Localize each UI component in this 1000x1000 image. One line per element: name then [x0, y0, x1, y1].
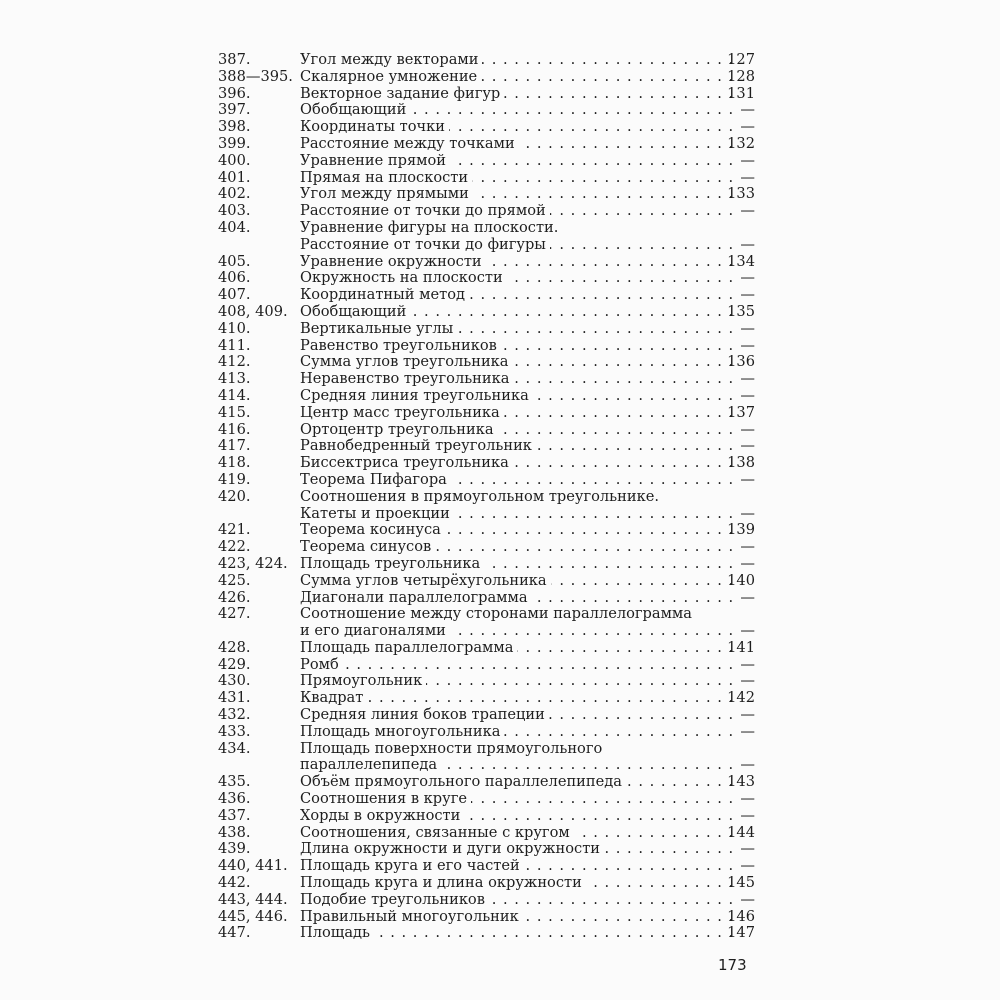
toc-entry-number: 400.	[218, 151, 251, 169]
toc-entry	[218, 338, 755, 355]
toc-entry	[218, 186, 755, 203]
toc-entry-title	[300, 153, 735, 170]
toc-entry-title	[300, 539, 735, 556]
toc-entry-title-text: Средняя линия боков трапеции	[300, 707, 549, 723]
toc-entry-title-text: Координатный метод	[300, 287, 469, 303]
toc-entry-page: 131	[727, 84, 755, 102]
toc-entry-title	[300, 438, 735, 455]
toc-entry-number: 408, 409.	[218, 302, 288, 320]
toc-entry	[218, 909, 755, 926]
toc-entry-title-text: Теорема синусов	[300, 539, 435, 555]
toc-entry-number: 429.	[218, 655, 251, 673]
toc-entry	[218, 237, 755, 254]
toc-entry-title-text: Площадь	[300, 925, 374, 941]
toc-entry	[218, 657, 755, 674]
toc-entry-page: —	[740, 722, 755, 740]
toc-entry-title	[300, 858, 735, 875]
toc-entry	[218, 321, 755, 338]
toc-entry	[218, 489, 755, 506]
toc-entry-title-text: Равенство треугольников	[300, 338, 501, 354]
toc-entry-title	[300, 640, 735, 657]
toc-entry-title-text: Катеты и проекции	[300, 506, 454, 522]
toc-entry-page: —	[740, 890, 755, 908]
toc-entry-number: 437.	[218, 806, 251, 824]
toc-entry-number: 433.	[218, 722, 251, 740]
toc-entry	[218, 925, 755, 942]
toc-entry-title	[300, 825, 735, 842]
toc-entry	[218, 808, 755, 825]
toc-entry	[218, 371, 755, 388]
toc-entry	[218, 506, 755, 523]
toc-entry-title	[300, 925, 735, 942]
toc-entry-page: —	[740, 370, 755, 388]
toc-entry-number: 416.	[218, 420, 251, 438]
toc-entry-number: 442.	[218, 874, 251, 892]
toc-entry-title	[300, 741, 735, 758]
toc-entry-page: —	[740, 622, 755, 640]
toc-entry-title-text: Вертикальные углы	[300, 321, 457, 337]
toc-entry-page: —	[740, 437, 755, 455]
toc-entry-title-text: Сумма углов четырёхугольника	[300, 573, 551, 589]
toc-entry-number: 422.	[218, 538, 251, 556]
toc-entry	[218, 455, 755, 472]
toc-entry-title	[300, 220, 735, 237]
toc-entry-number: 419.	[218, 470, 251, 488]
toc-entry-title-text: Хорды в окружности	[300, 808, 464, 824]
toc-entry	[218, 707, 755, 724]
toc-entry-page: 128	[727, 67, 755, 85]
toc-entry-number: 423, 424.	[218, 554, 288, 572]
toc-entry-title-text: Обобщающий	[300, 304, 410, 320]
toc-entry-title-text: параллелепипеда	[300, 757, 441, 773]
toc-entry-number: 420.	[218, 487, 251, 505]
toc-entry-number: 415.	[218, 403, 251, 421]
toc-entry-number: 411.	[218, 336, 251, 354]
toc-entry	[218, 438, 755, 455]
toc-entry-title-text: Обобщающий	[300, 102, 410, 118]
toc-entry-page: —	[740, 101, 755, 119]
toc-entry-title-text: Соотношения, связанные с кругом	[300, 825, 574, 841]
toc-entry-title-text: Неравенство треугольника	[300, 371, 513, 387]
toc-entry	[218, 573, 755, 590]
toc-entry-title-text: Объём прямоугольного параллелепипеда	[300, 774, 626, 790]
toc-entry-title	[300, 119, 735, 136]
toc-entry-title	[300, 892, 735, 909]
toc-entry-number: 445, 446.	[218, 907, 288, 925]
toc-entry	[218, 388, 755, 405]
toc-entry-page: —	[740, 857, 755, 875]
toc-entry	[218, 405, 755, 422]
toc-entry-title	[300, 757, 735, 774]
toc-entry-page: —	[740, 269, 755, 287]
toc-entry-title	[300, 170, 735, 187]
toc-entry	[218, 892, 755, 909]
toc-entry-title	[300, 254, 735, 271]
toc-entry-title	[300, 556, 735, 573]
toc-entry-number: 388—395.	[218, 67, 293, 85]
toc-entry	[218, 858, 755, 875]
toc-entry-title	[300, 808, 735, 825]
toc-entry-page: —	[740, 706, 755, 724]
page-number: 173	[718, 956, 747, 974]
toc-entry	[218, 472, 755, 489]
toc-entry-page: 142	[727, 689, 755, 707]
toc-entry-title-text: Площадь поверхности прямоугольного	[300, 741, 606, 757]
toc-entry-title	[300, 875, 735, 892]
toc-entry-page: —	[740, 655, 755, 673]
toc-entry-title	[300, 606, 735, 623]
toc-entry-number: 396.	[218, 84, 251, 102]
toc-entry-title-text: Расстояние между точками	[300, 136, 519, 152]
toc-entry	[218, 522, 755, 539]
toc-entry-number: 421.	[218, 521, 251, 539]
toc-entry-title-text: Площадь параллелограмма	[300, 640, 517, 656]
toc-entry-title-text: Биссектриса треугольника	[300, 455, 513, 471]
toc-entry	[218, 539, 755, 556]
toc-entry-page: —	[740, 286, 755, 304]
toc-entry	[218, 220, 755, 237]
toc-entry-number: 397.	[218, 101, 251, 119]
toc-entry-title	[300, 657, 735, 674]
toc-entry-title-text: Окружность на плоскости	[300, 270, 507, 286]
toc-entry-title	[300, 354, 735, 371]
toc-entry-title-text: Площадь многоугольника	[300, 724, 504, 740]
toc-entry-number: 435.	[218, 773, 251, 791]
toc-entry-title	[300, 136, 735, 153]
toc-entry-page: —	[740, 202, 755, 220]
toc-entry-title-text: Ортоцентр треугольника	[300, 422, 498, 438]
toc-entry-title-text: Равнобедренный треугольник	[300, 438, 536, 454]
toc-entry	[218, 153, 755, 170]
toc-entry-title-text: Координаты точки	[300, 119, 449, 135]
toc-entry	[218, 52, 755, 69]
toc-entry-number: 413.	[218, 370, 251, 388]
toc-entry	[218, 270, 755, 287]
toc-entry	[218, 136, 755, 153]
toc-entry-number: 412.	[218, 353, 251, 371]
toc-entry-title	[300, 86, 735, 103]
toc-entry	[218, 623, 755, 640]
toc-entry-number: 406.	[218, 269, 251, 287]
toc-entry-title-text: Расстояние от точки до фигуры	[300, 237, 550, 253]
toc-entry-title	[300, 791, 735, 808]
toc-entry-title-text: Площадь круга и длина окружности	[300, 875, 586, 891]
toc-entry-title	[300, 102, 735, 119]
toc-entry-title	[300, 405, 735, 422]
toc-entry-number: 447.	[218, 924, 251, 942]
toc-entry-number: 430.	[218, 672, 251, 690]
toc-entry-page: —	[740, 588, 755, 606]
toc-entry-number: 431.	[218, 689, 251, 707]
toc-entry	[218, 606, 755, 623]
toc-entry-title	[300, 304, 735, 321]
toc-entry-title-text: Векторное задание фигур	[300, 86, 504, 102]
toc-entry-title-text: Прямая на плоскости	[300, 170, 472, 186]
toc-entry-title-text: Центр масс треугольника	[300, 405, 504, 421]
toc-entry-title	[300, 237, 735, 254]
toc-entry-title	[300, 707, 735, 724]
toc-entry-title	[300, 270, 735, 287]
toc-entry-page: 127	[727, 51, 755, 68]
toc-entry-title-text: Расстояние от точки до прямой	[300, 203, 550, 219]
toc-entry-page: —	[740, 790, 755, 808]
toc-entry-title-text: Соотношение между сторонами параллелограмма	[300, 606, 696, 622]
toc-entry-title-text: Уравнение окружности	[300, 254, 486, 270]
toc-entry	[218, 841, 755, 858]
toc-entry-page: —	[740, 806, 755, 824]
toc-entry-title	[300, 203, 735, 220]
toc-entry-page: 141	[727, 638, 755, 656]
toc-entry-title	[300, 69, 735, 86]
toc-entry-title	[300, 338, 735, 355]
toc-entry-number: 399.	[218, 134, 251, 152]
toc-entry	[218, 556, 755, 573]
toc-entry-number: 428.	[218, 638, 251, 656]
toc-entry-number: 440, 441.	[218, 857, 288, 875]
toc-entry-title	[300, 506, 735, 523]
toc-entry-title-text: Ромб	[300, 657, 343, 673]
toc-entry-title	[300, 909, 735, 926]
toc-entry-title-text: Сумма углов треугольника	[300, 354, 513, 370]
toc-entry-number: 407.	[218, 286, 251, 304]
toc-entry-page: —	[740, 756, 755, 774]
toc-entry	[218, 287, 755, 304]
toc-entry-number: 434.	[218, 739, 251, 757]
toc-entry	[218, 875, 755, 892]
toc-entry	[218, 102, 755, 119]
toc-entry-number: 439.	[218, 840, 251, 858]
toc-entry-page: —	[740, 151, 755, 169]
toc-entry	[218, 774, 755, 791]
toc-entry-title	[300, 388, 735, 405]
toc-entry-number: 432.	[218, 706, 251, 724]
toc-entry-title-text: Угол между векторами	[300, 52, 482, 68]
toc-entry-title-text: Угол между прямыми	[300, 186, 473, 202]
toc-entry	[218, 724, 755, 741]
toc-entry-number: 398.	[218, 118, 251, 136]
toc-entry-title	[300, 371, 735, 388]
toc-entry-page: 143	[727, 773, 755, 791]
toc-entry-title	[300, 422, 735, 439]
toc-entry-title-text: Средняя линия треугольника	[300, 388, 533, 404]
toc-entry-page: 136	[727, 353, 755, 371]
toc-entry-title	[300, 472, 735, 489]
toc-entry-number: 410.	[218, 319, 251, 337]
toc-entry-title	[300, 724, 735, 741]
toc-entry	[218, 590, 755, 607]
toc-entry-page: —	[740, 235, 755, 253]
toc-entry	[218, 422, 755, 439]
toc-entry-title	[300, 590, 735, 607]
toc-entry-page: 133	[727, 185, 755, 203]
toc-entry	[218, 640, 755, 657]
toc-entry-page: —	[740, 420, 755, 438]
toc-entry-title-text: Подобие треугольников	[300, 892, 489, 908]
toc-entry-title	[300, 287, 735, 304]
toc-entry-title-text: Соотношения в круге	[300, 791, 471, 807]
toc-entry	[218, 304, 755, 321]
toc-entry-page: —	[740, 554, 755, 572]
toc-entry-title-text: Соотношения в прямоугольном треугольнике.	[300, 489, 663, 505]
toc-entry-page: 138	[727, 454, 755, 472]
toc-entry	[218, 69, 755, 86]
toc-entry-title-text: Уравнение прямой	[300, 153, 450, 169]
toc-entry-page: 135	[727, 302, 755, 320]
toc-entry-title-text: Площадь треугольника	[300, 556, 484, 572]
toc-entry-page: 147	[727, 924, 755, 942]
table-of-contents	[218, 52, 755, 942]
toc-entry-page: —	[740, 168, 755, 186]
toc-entry-title	[300, 522, 735, 539]
toc-entry-number: 401.	[218, 168, 251, 186]
toc-entry-title-text: Квадрат	[300, 690, 367, 706]
toc-entry-title-text: Прямоугольник	[300, 673, 426, 689]
toc-entry	[218, 673, 755, 690]
toc-entry-number: 425.	[218, 571, 251, 589]
toc-entry-title-text: Правильный многоугольник	[300, 909, 523, 925]
toc-entry-page: —	[740, 538, 755, 556]
toc-entry-number: 427.	[218, 605, 251, 623]
toc-entry-page: —	[740, 118, 755, 136]
toc-entry-title	[300, 690, 735, 707]
toc-entry-title	[300, 186, 735, 203]
toc-entry-page: 140	[727, 571, 755, 589]
toc-entry-page: —	[740, 336, 755, 354]
toc-entry-page: —	[740, 672, 755, 690]
toc-entry-number: 418.	[218, 454, 251, 472]
toc-entry	[218, 203, 755, 220]
toc-entry-number: 417.	[218, 437, 251, 455]
toc-entry-number: 438.	[218, 823, 251, 841]
toc-entry-page: 134	[727, 252, 755, 270]
toc-entry-page: —	[740, 504, 755, 522]
toc-entry-title	[300, 573, 735, 590]
toc-entry-title-text: Скалярное умножение	[300, 69, 481, 85]
toc-entry-page: 145	[727, 874, 755, 892]
toc-entry	[218, 119, 755, 136]
toc-entry	[218, 170, 755, 187]
toc-entry-title-text: Диагонали параллелограмма	[300, 590, 532, 606]
toc-entry-title	[300, 841, 735, 858]
toc-entry-title	[300, 673, 735, 690]
toc-entry	[218, 354, 755, 371]
toc-entry-number: 387.	[218, 51, 251, 68]
toc-entry-page: 132	[727, 134, 755, 152]
toc-entry-number: 402.	[218, 185, 251, 203]
toc-entry	[218, 757, 755, 774]
toc-entry	[218, 254, 755, 271]
toc-entry-title	[300, 321, 735, 338]
toc-entry	[218, 690, 755, 707]
toc-entry-number: 404.	[218, 218, 251, 236]
toc-entry	[218, 741, 755, 758]
toc-entry	[218, 825, 755, 842]
toc-entry-page: —	[740, 840, 755, 858]
toc-entry-number: 414.	[218, 386, 251, 404]
toc-entry-number: 436.	[218, 790, 251, 808]
toc-entry	[218, 791, 755, 808]
toc-entry-number: 426.	[218, 588, 251, 606]
toc-entry-page: —	[740, 470, 755, 488]
toc-entry-title	[300, 489, 735, 506]
toc-entry-number: 443, 444.	[218, 890, 288, 908]
toc-entry-title-text: Площадь круга и его частей	[300, 858, 524, 874]
toc-entry-title-text: и его диагоналями	[300, 623, 450, 639]
toc-entry-title-text: Теорема косинуса	[300, 522, 445, 538]
toc-entry-title	[300, 455, 735, 472]
toc-entry-title	[300, 52, 735, 69]
toc-entry-title	[300, 774, 735, 791]
toc-entry-page: —	[740, 319, 755, 337]
toc-entry-title	[300, 623, 735, 640]
toc-entry-page: 139	[727, 521, 755, 539]
toc-entry-page: 144	[727, 823, 755, 841]
toc-entry-page: —	[740, 386, 755, 404]
toc-entry-number: 403.	[218, 202, 251, 220]
toc-entry-page: 146	[727, 907, 755, 925]
toc-entry	[218, 86, 755, 103]
toc-entry-title-text: Теорема Пифагора	[300, 472, 451, 488]
toc-entry-number: 405.	[218, 252, 251, 270]
toc-entry-title-text: Уравнение фигуры на плоскости.	[300, 220, 562, 236]
toc-entry-title-text: Длина окружности и дуги окружности	[300, 841, 604, 857]
toc-entry-page: 137	[727, 403, 755, 421]
